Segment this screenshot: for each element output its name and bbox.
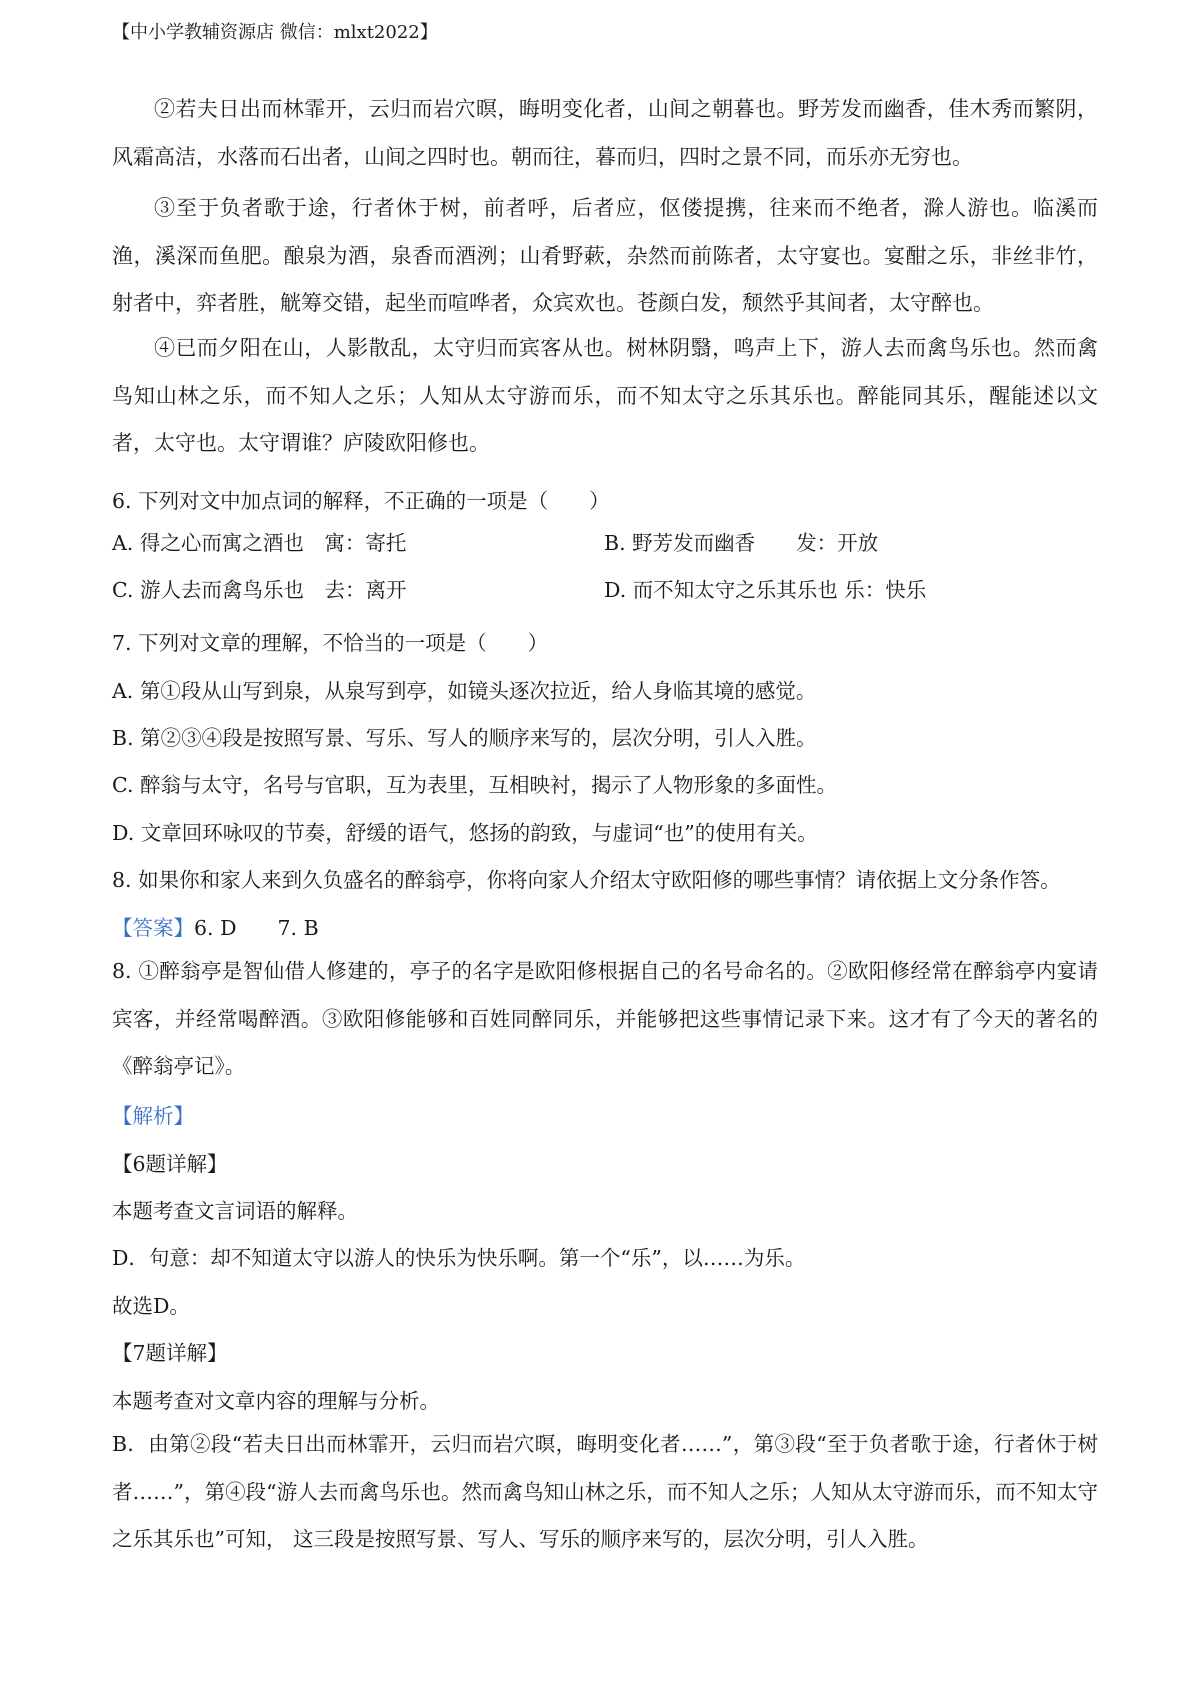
q7-option-a: A. 第①段从山写到泉，从泉写到亭，如镜头逐次拉近，给人身临其境的感觉。 xyxy=(112,679,817,703)
q8-answer: 8. ①醉翁亭是智仙借人修建的，亭子的名字是欧阳修根据自己的名号命名的。②欧阳修经常在醉翁亭内宴请宾客，并经常喝醉酒。③欧阳修能够和百姓同醉同乐，并能够把这些事情记录下来。这才有了今天的著名的《醉翁亭记》。 xyxy=(112,959,1098,1078)
q7-detail-line1: 本题考查对文章内容的理解与分析。 xyxy=(112,1389,440,1413)
q6-option-b: B. 野芳发而幽香 发：开放 xyxy=(604,531,879,555)
q7-option-d: D. 文章回环咏叹的节奏，舒缓的语气，悠扬的韵致，与虚词“也”的使用有关。 xyxy=(112,821,818,845)
q6-detail-line2: D．句意：却不知道太守以游人的快乐为快乐啊。第一个“乐”，以……为乐。 xyxy=(112,1246,806,1270)
q7-option-c: C. 醉翁与太守，名号与官职，互为表里，互相映衬，揭示了人物形象的多面性。 xyxy=(112,773,837,797)
passage-paragraph-4: ④已而夕阳在山，人影散乱，太守归而宾客从也。树林阴翳，鸣声上下，游人去而禽鸟乐也。然而禽鸟知山林之乐，而不知人之乐；人知从太守游而乐，而不知太守之乐其乐也。醉能同其乐，醒能述以文者，太守也。太守谓谁？庐陵欧阳修也。 xyxy=(112,336,1098,455)
q6-detail-line3: 故选D。 xyxy=(112,1294,190,1318)
answer-text: 6. D 7. B xyxy=(194,916,319,940)
header-watermark: 【中小学教辅资源店 微信：mlxt2022】 xyxy=(112,22,438,43)
q7-stem: 7. 下列对文章的理解，不恰当的一项是（ ） xyxy=(112,631,549,655)
passage-paragraph-2: ②若夫日出而林霏开，云归而岩穴暝，晦明变化者，山间之朝暮也。野芳发而幽香，佳木秀而繁阴，风霜高洁，水落而石出者，山间之四时也。朝而往，暮而归，四时之景不同，而乐亦无穷也。 xyxy=(112,97,1098,169)
q7-detail-title: 【7题详解】 xyxy=(112,1341,228,1365)
q8-stem: 8. 如果你和家人来到久负盛名的醉翁亭，你将向家人介绍太守欧阳修的哪些事情？请依据上文分条作答。 xyxy=(112,868,1061,892)
q6-detail-line1: 本题考查文言词语的解释。 xyxy=(112,1199,358,1223)
passage-paragraph-3: ③至于负者歌于途，行者休于树，前者呼，后者应，伛偻提携，往来而不绝者，滁人游也。临溪而渔，溪深而鱼肥。酿泉为酒，泉香而酒洌；山肴野蔌，杂然而前陈者，太守宴也。宴酣之乐，非丝非竹，射者中，弈者胜，觥筹交错，起坐而喧哗者，众宾欢也。苍颜白发，颓然乎其间者，太守醉也。 xyxy=(112,196,1098,315)
analysis-label: 【解析】 xyxy=(112,1104,194,1128)
q6-detail-title: 【6题详解】 xyxy=(112,1152,228,1176)
q6-option-c: C. 游人去而禽鸟乐也 去：离开 xyxy=(112,578,407,602)
q6-stem: 6. 下列对文中加点词的解释，不正确的一项是（ ） xyxy=(112,489,610,513)
q7-detail-paragraph: B．由第②段“若夫日出而林霏开，云归而岩穴暝，晦明变化者……”，第③段“至于负者歌于途，行者休于树者……”，第④段“游人去而禽鸟乐也。然而禽鸟知山林之乐，而不知人之乐；人知从太守游而乐，而不知太守之乐其乐也”可知， 这三段是按照写景、写人、写乐的顺序来写的，层次分明，引人入胜。 xyxy=(112,1432,1098,1551)
q6-option-a: A. 得之心而寓之酒也 寓：寄托 xyxy=(112,531,407,555)
q6-option-d: D. 而不知太守之乐其乐也 乐：快乐 xyxy=(604,578,927,602)
answer-line xyxy=(112,911,319,941)
answer-label: 【答案】 xyxy=(112,916,194,940)
q7-option-b: B. 第②③④段是按照写景、写乐、写人的顺序来写的，层次分明，引人入胜。 xyxy=(112,726,817,750)
